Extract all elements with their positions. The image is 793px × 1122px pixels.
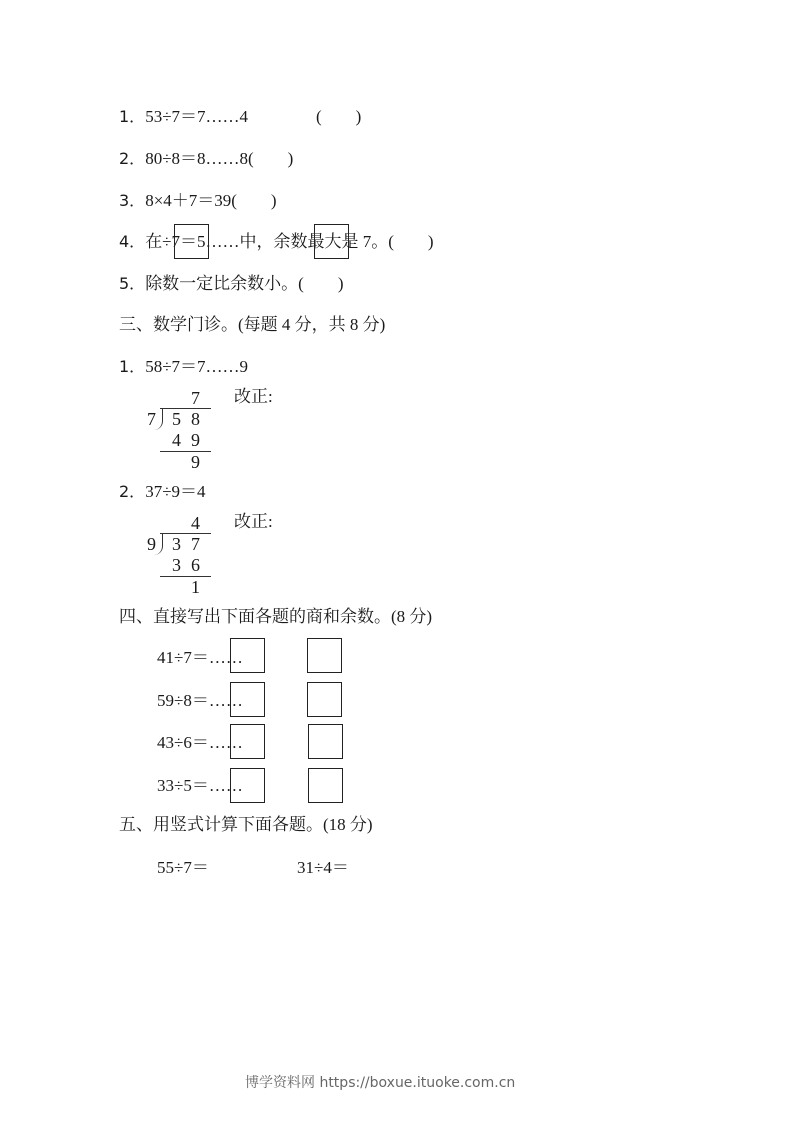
dividend-ones: 7 (191, 534, 200, 554)
highlight-box (314, 224, 349, 259)
dividend-ones: 8 (191, 409, 200, 429)
answer-paren[interactable]: ) (303, 274, 344, 293)
quotient: 7 (191, 388, 200, 408)
quotient-box-3[interactable] (230, 724, 265, 759)
product-tens: 4 (172, 430, 181, 450)
quotient-box-2[interactable] (230, 682, 265, 717)
division-bar (160, 408, 211, 409)
vertical-calc-problem-1: 55÷7＝ (157, 858, 209, 877)
vertical-calc-problem-2: 31÷4＝ (297, 858, 349, 877)
problem-number: 2． (119, 482, 146, 501)
item-number: 5． (119, 274, 146, 293)
product-ones: 9 (191, 430, 200, 450)
row-expression: 43÷6＝ (157, 733, 209, 752)
quotient-box-4[interactable] (230, 768, 265, 803)
remainder-box-3[interactable] (308, 724, 343, 759)
divisor: 7 (147, 409, 156, 429)
quotient-box-1[interactable] (230, 638, 265, 673)
subtraction-line (160, 576, 211, 577)
row-dots: …… (208, 691, 243, 710)
remainder-box-1[interactable] (307, 638, 342, 673)
division-bracket (154, 533, 163, 555)
blank-box-dividend[interactable] (174, 224, 209, 259)
section4-title: 四、直接写出下面各题的商和余数。(8 分) (119, 607, 433, 626)
row-expression: 59÷8＝ (157, 691, 209, 710)
division-bar (160, 533, 211, 534)
remainder: 9 (191, 452, 200, 472)
row-dots: …… (208, 776, 243, 795)
division-bracket (154, 408, 163, 430)
product-ones: 6 (191, 555, 200, 575)
judge-item-1 (119, 107, 248, 127)
subtraction-line (160, 451, 211, 452)
correction-label-2: 改正: (234, 512, 273, 531)
row-expression: 33÷5＝ (157, 776, 209, 795)
footer-watermark: 博学资料网 https://boxue.ituoke.com.cn (245, 1075, 516, 1091)
correction-label-1: 改正: (234, 387, 273, 406)
item-text: 53÷7＝7……4 (145, 107, 249, 126)
answer-paren[interactable]: ) (393, 232, 434, 251)
answer-paren[interactable]: ) (236, 191, 277, 210)
item-number: 4． (119, 232, 146, 251)
judge-item-3 (119, 191, 277, 211)
item-text: 8×4＋7＝39( (145, 191, 237, 210)
row-expression: 41÷7＝ (157, 648, 209, 667)
problem-number: 1． (119, 357, 146, 376)
quotient: 4 (191, 513, 200, 533)
row-dots: …… (208, 733, 243, 752)
section3-problem-2 (119, 482, 206, 502)
item-number: 1． (119, 107, 146, 126)
judge-item-4 (119, 232, 434, 252)
row-dots: …… (208, 648, 243, 667)
item-number: 3． (119, 191, 146, 210)
dividend-tens: 3 (172, 534, 181, 554)
item-text: 除数一定比余数小。( (145, 274, 304, 293)
answer-paren[interactable]: ) (253, 149, 294, 168)
problem-equation: 37÷9＝4 (145, 482, 206, 501)
section3-problem-1 (119, 357, 248, 377)
remainder-box-4[interactable] (308, 768, 343, 803)
problem-equation: 58÷7＝7……9 (145, 357, 249, 376)
item-number: 2． (119, 149, 146, 168)
item-text: 80÷8＝8……8( (145, 149, 254, 168)
divisor: 9 (147, 534, 156, 554)
answer-paren-1[interactable]: ( ) (316, 107, 362, 126)
remainder: 1 (191, 577, 200, 597)
section3-title: 三、数学门诊。(每题 4 分，共 8 分) (119, 315, 386, 334)
judge-item-5 (119, 274, 344, 294)
product-tens: 3 (172, 555, 181, 575)
section5-title: 五、用竖式计算下面各题。(18 分) (119, 815, 373, 834)
judge-item-2 (119, 149, 293, 169)
item-text: 在÷7＝5……中，余数最大是 7。( (145, 232, 394, 251)
dividend-tens: 5 (172, 409, 181, 429)
remainder-box-2[interactable] (307, 682, 342, 717)
